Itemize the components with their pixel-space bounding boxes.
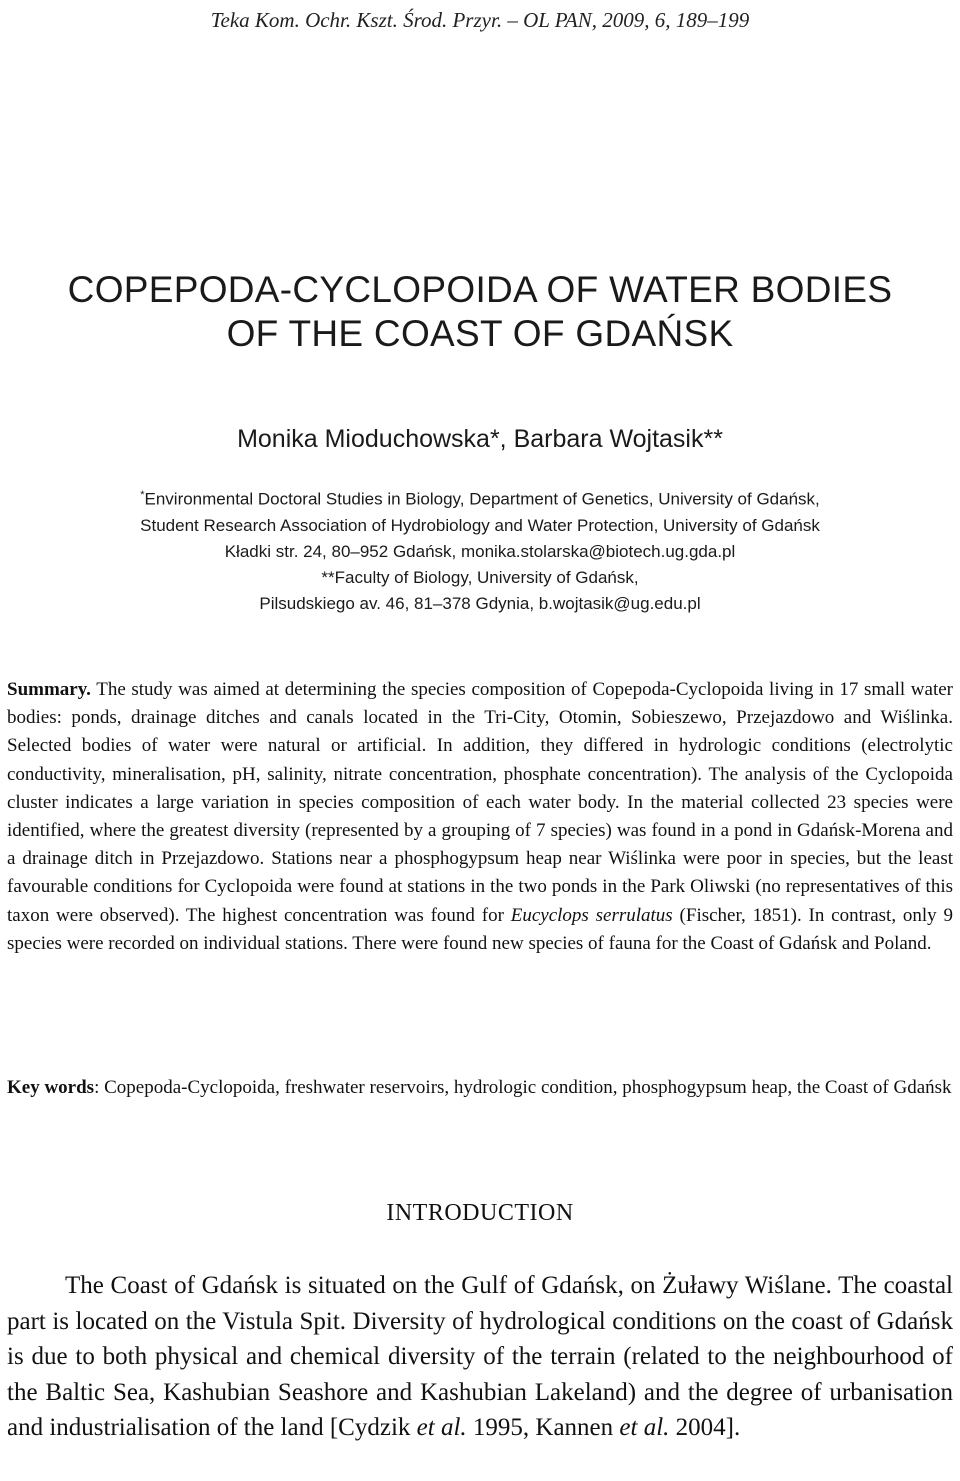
affiliation-line-5: Pilsudskiego av. 46, 81–378 Gdynia, b.wojtasik@ug.edu.pl bbox=[259, 593, 701, 613]
summary-text-1: The study was aimed at determining the species composition of Copepoda-Cyclopoida living in 17 small water bodies: ponds, drainage ditches and canals located in the Tri-City, Otomin, Sobieszewo, Przejazdowo and Wiślinka. Selected bodies of water were natural or artificial. In addition, they differed in hydrologic conditions (electrolytic conductivity, mineralisation, pH, salinity, nitrate concentration, phosphate concentration). The analysis of the Cyclopoida cluster indicates a large variation in species composition of each water body. In the material collected 23 species were identified, where the greatest diversity (represented by a grouping of 7 species) was found in a pond in Gdańsk-Morena and a drainage ditch in Przejazdowo. Stations near a phosphogypsum heap near Wiślinka were poor in species, but the least favourable conditions for Cyclopoida were found at stations in the two ponds in the Park Oliwski (no representatives of this taxon were observed). The highest concentration was found for bbox=[7, 679, 953, 926]
keywords-paragraph bbox=[7, 1074, 953, 1102]
affiliation-line-3: Kładki str. 24, 80–952 Gdańsk, monika.stolarska@biotech.ug.gda.pl bbox=[224, 541, 736, 561]
intro-etal-2: et al. bbox=[619, 1414, 670, 1441]
introduction-heading: INTRODUCTION bbox=[386, 1200, 574, 1226]
affiliation-marker: * bbox=[140, 489, 145, 501]
affiliation-line-1 bbox=[0, 482, 960, 513]
affiliation-line-2: Student Research Association of Hydrobiology and Water Protection, University of Gdańsk bbox=[140, 515, 820, 535]
introduction-paragraph bbox=[7, 1268, 953, 1446]
summary-label: Summary. bbox=[7, 679, 91, 700]
keywords-text: : Copepoda-Cyclopoida, freshwater reservoirs, hydrologic condition, phosphogypsum heap, the Coast of Gdańsk bbox=[94, 1077, 952, 1098]
running-header: Teka Kom. Ochr. Kszt. Środ. Przyr. – OL PAN, 2009, 6, 189–199 bbox=[210, 8, 750, 32]
keywords-label: Key words bbox=[7, 1077, 95, 1098]
authors: Monika Mioduchowska*, Barbara Wojtasik** bbox=[237, 425, 723, 453]
species-name: Eucyclops serrulatus bbox=[510, 904, 673, 926]
affiliation-text-1: Environmental Doctoral Studies in Biology, Department of Genetics, University of Gdańsk, bbox=[144, 489, 820, 509]
intro-text-3: 2004]. bbox=[669, 1414, 741, 1441]
intro-text-1: The Coast of Gdańsk is situated on the Gulf of Gdańsk, on Żuławy Wiślane. The coastal part is located on the Vistula Spit. Diversity of hydrological conditions on the coast of Gdańsk is due to both physical and chemical diversity of the terrain (related to the neighbourhood of the Baltic Sea, Kashubian Seashore and Kashubian Lakeland) and the degree of urbanisation and industrialisation of the land [Cydzik bbox=[7, 1272, 953, 1441]
paper-title bbox=[0, 268, 960, 356]
summary-paragraph bbox=[7, 676, 953, 958]
intro-etal-1: et al. bbox=[416, 1414, 467, 1441]
summary-text-2: (Fischer, 1851). In contrast, only 9 species were recorded on individual stations. There were found new species of fauna for the Coast of Gdańsk and Poland. bbox=[7, 904, 953, 954]
affiliations bbox=[0, 482, 960, 617]
title-line-1: COPEPODA-CYCLOPOIDA OF WATER BODIES bbox=[67, 269, 893, 310]
intro-text-2: 1995, Kannen bbox=[466, 1414, 620, 1441]
title-line-2: OF THE COAST OF GDAŃSK bbox=[226, 313, 734, 354]
affiliation-line-4: **Faculty of Biology, University of Gdańsk, bbox=[321, 567, 639, 587]
